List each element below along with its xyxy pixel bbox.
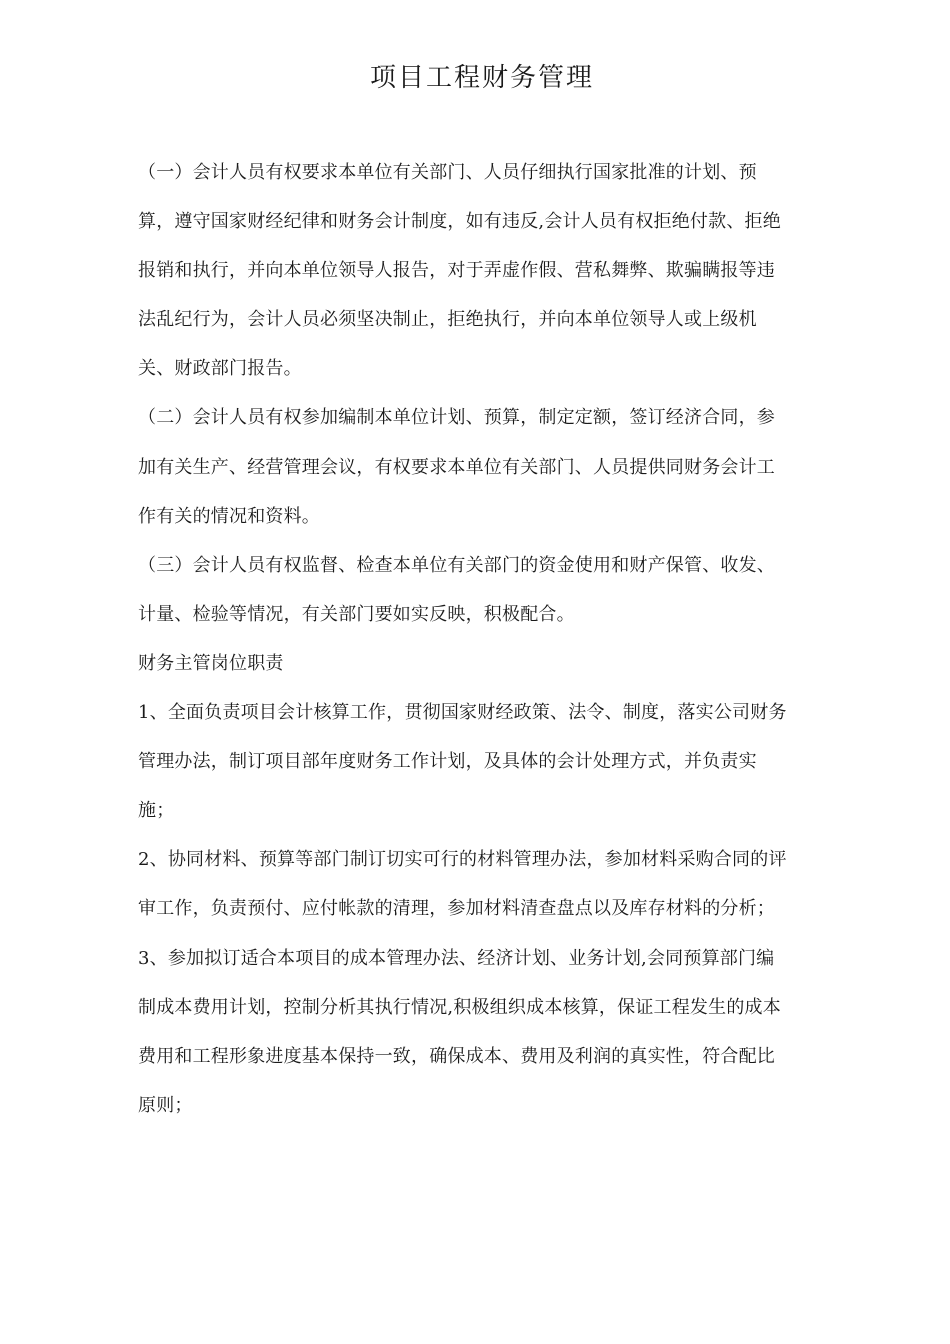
text-line: 审工作，负责预付、应付帐款的清理，参加材料清查盘点以及库存材料的分析； bbox=[138, 898, 775, 920]
text-line: （二）会计人员有权参加编制本单位计划、预算，制定定额，签订经济合同，参 bbox=[138, 407, 775, 429]
text-line: 3、参加拟订适合本项目的成本管理办法、经济计划、业务计划,会同预算部门编 bbox=[138, 947, 775, 969]
text-line: 1、全面负责项目会计核算工作，贯彻国家财经政策、法令、制度，落实公司财务 bbox=[138, 702, 787, 724]
text-line: 算，遵守国家财经纪律和财务会计制度，如有违反,会计人员有权拒绝付款、拒绝 bbox=[138, 211, 781, 233]
text-line: 计量、检验等情况，有关部门要如实反映，积极配合。 bbox=[138, 603, 575, 625]
text-line: 关、财政部门报告。 bbox=[138, 358, 302, 380]
text-line: 原则； bbox=[138, 1094, 193, 1116]
text-line: 法乱纪行为，会计人员必须坚决制止，拒绝执行，并向本单位领导人或上级机 bbox=[138, 309, 757, 331]
text-line: （一）会计人员有权要求本单位有关部门、人员仔细执行国家批准的计划、预 bbox=[138, 162, 757, 183]
text-line: 施； bbox=[138, 800, 175, 822]
text-line: 制成本费用计划，控制分析其执行情况,积极组织成本核算，保证工程发生的成本 bbox=[138, 996, 781, 1018]
text-line: 费用和工程形象进度基本保持一致，确保成本、费用及利润的真实性，符合配比 bbox=[138, 1045, 775, 1067]
text-line: 报销和执行，并向本单位领导人报告，对于弄虚作假、营私舞弊、欺骗瞒报等违 bbox=[138, 260, 775, 282]
text-line: （三）会计人员有权监督、检查本单位有关部门的资金使用和财产保管、收发、 bbox=[138, 554, 775, 576]
section-heading: 财务主管岗位职责 bbox=[138, 652, 284, 674]
document-body bbox=[138, 162, 828, 1144]
text-line: 管理办法，制订项目部年度财务工作计划，及具体的会计处理方式，并负责实 bbox=[138, 751, 757, 773]
text-line: 2、协同材料、预算等部门制订切实可行的材料管理办法，参加材料采购合同的评 bbox=[138, 849, 787, 871]
document-title: 项目工程财务管理 bbox=[369, 63, 594, 93]
text-line: 加有关生产、经营管理会议，有权要求本单位有关部门、人员提供同财务会计工 bbox=[138, 456, 775, 478]
text-line: 作有关的情况和资料。 bbox=[138, 505, 320, 527]
